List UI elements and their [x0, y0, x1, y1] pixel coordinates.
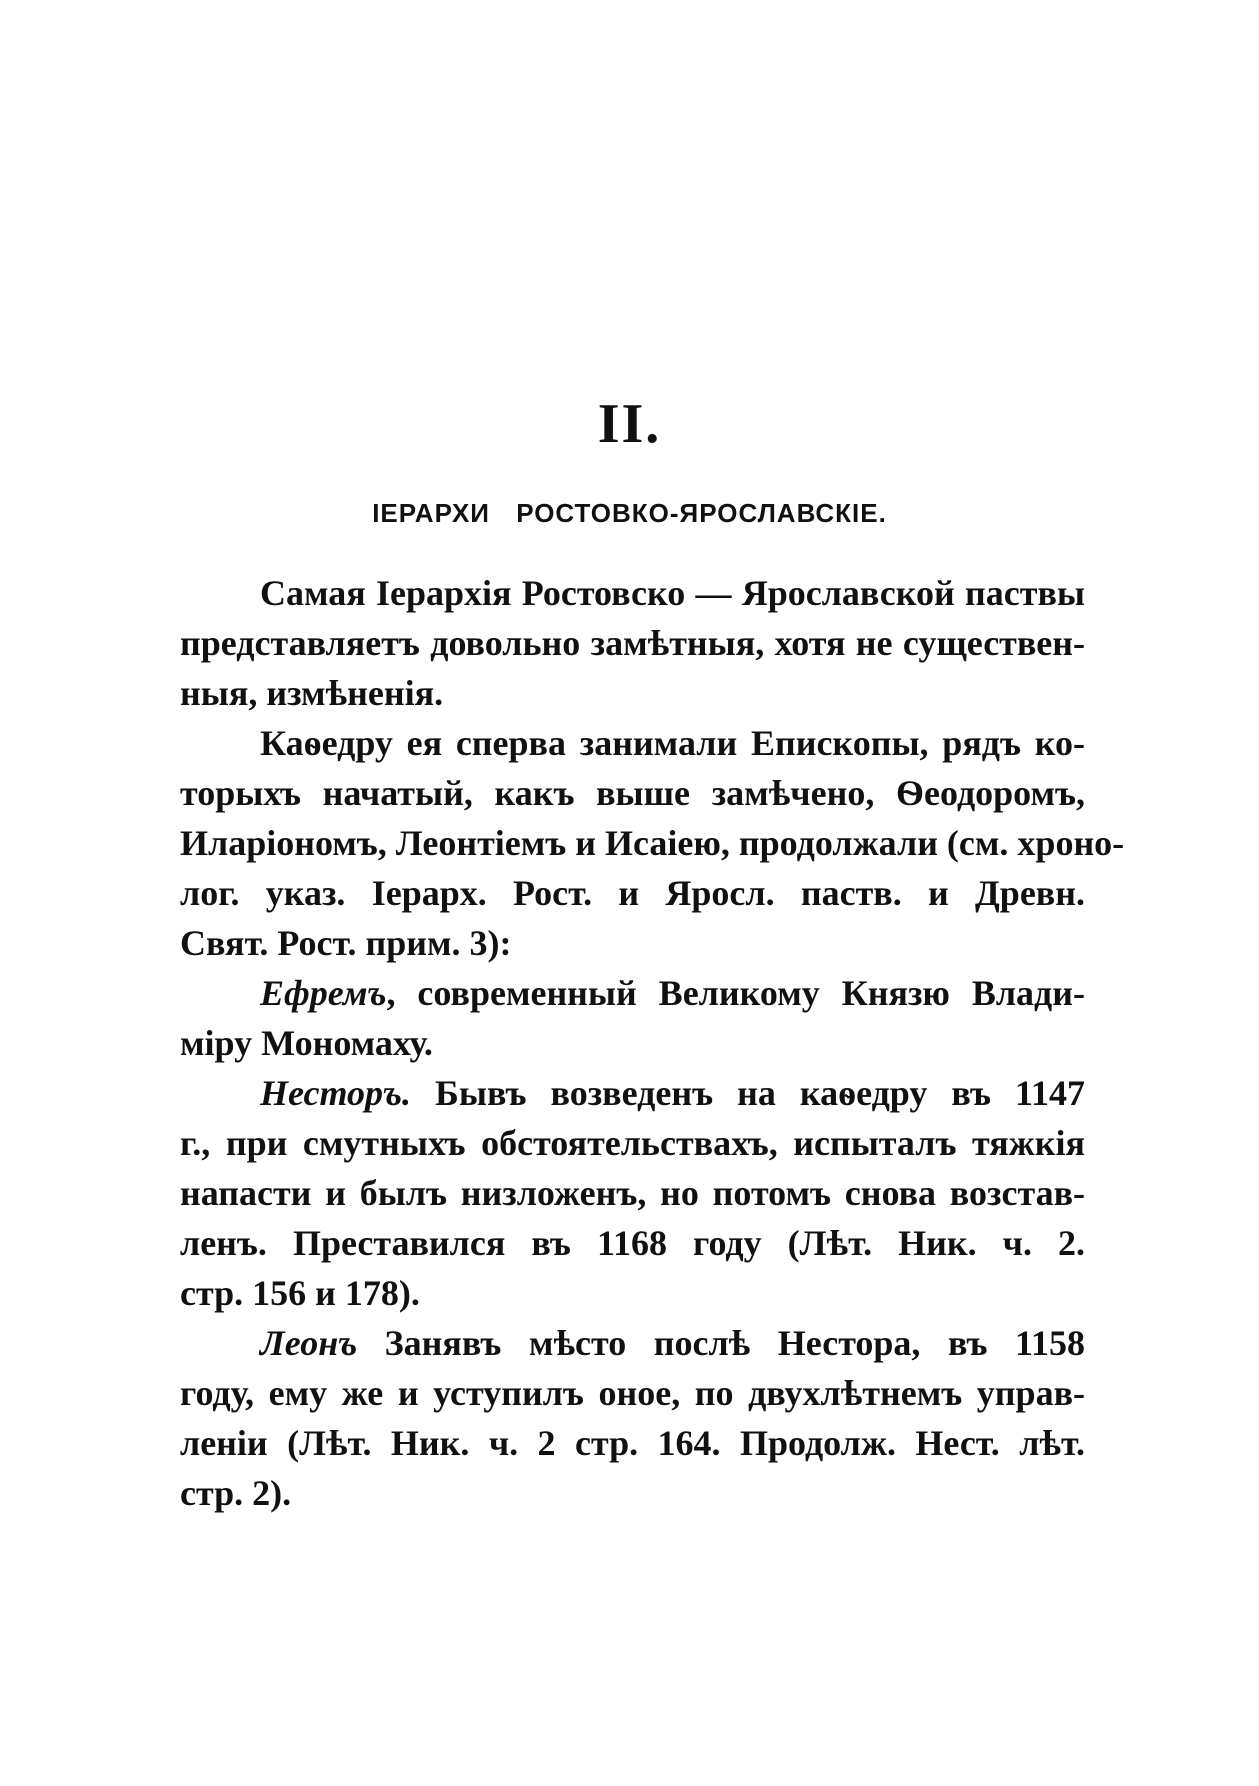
entry-name: Ефремъ	[260, 973, 387, 1013]
text-line: лог. указ. Іерарх. Рост. и Яросл. паств. и Древн.	[180, 873, 1085, 913]
entry-leon	[180, 1318, 1085, 1518]
entry-name: Несторъ.	[260, 1073, 411, 1113]
text-line: представляетъ довольно замѣтныя, хотя не существен-	[180, 623, 1085, 663]
text-line: напасти и былъ низложенъ, но потомъ снова возстав-	[180, 1173, 1085, 1213]
text-line: міру Мономаху.	[180, 1023, 433, 1063]
entry-efrem	[180, 968, 1085, 1068]
text-line: стр. 2).	[180, 1473, 292, 1513]
text-line: Свят. Рост. прим. 3):	[180, 923, 512, 963]
entry-text: Занявъ мѣсто послѣ Нестора, въ 1158	[357, 1323, 1085, 1363]
text-line	[180, 1068, 1085, 1118]
chapter-number: II.	[597, 393, 662, 455]
text-line: ныя, измѣненія.	[180, 673, 444, 713]
text-line	[180, 968, 1085, 1018]
text-line: торыхъ начатый, какъ выше замѣчено, Ѳеодоромъ,	[180, 773, 1085, 813]
text-line: Самая Іерархія Ростовско — Ярославской паствы	[260, 573, 1085, 613]
entry-name: Леонъ	[260, 1323, 358, 1363]
text-line	[180, 1318, 1085, 1368]
text-line: Иларіономъ, Леонтіемъ и Исаіею, продолжали (см. хроно-	[180, 823, 1125, 863]
entry-text: Бывъ возведенъ на каѳедру въ 1147	[410, 1073, 1085, 1113]
entry-nestor	[180, 1068, 1085, 1318]
chapter-title: ІЕРАРХИ РОСТОВКО-ЯРОСЛАВСКІЕ.	[372, 498, 887, 528]
paragraph-bishops	[180, 718, 1125, 968]
text-line: Каѳедру ея сперва занимали Епископы, рядъ ко-	[260, 723, 1085, 763]
paragraph-hierarchy-intro	[180, 568, 1085, 718]
text-line: леніи (Лѣт. Ник. ч. 2 стр. 164. Продолж. Нест. лѣт.	[180, 1423, 1085, 1463]
entry-text: , современный Великому Князю Влади-	[386, 973, 1085, 1013]
text-line: стр. 156 и 178).	[180, 1273, 420, 1313]
body-text	[180, 568, 1125, 1518]
text-line: г., при смутныхъ обстоятельствахъ, испыталъ тяжкія	[180, 1123, 1085, 1163]
text-line: ленъ. Преставился въ 1168 году (Лѣт. Ник. ч. 2.	[180, 1223, 1085, 1263]
text-line: году, ему же и уступилъ оное, по двухлѣтнемъ управ-	[180, 1373, 1085, 1413]
